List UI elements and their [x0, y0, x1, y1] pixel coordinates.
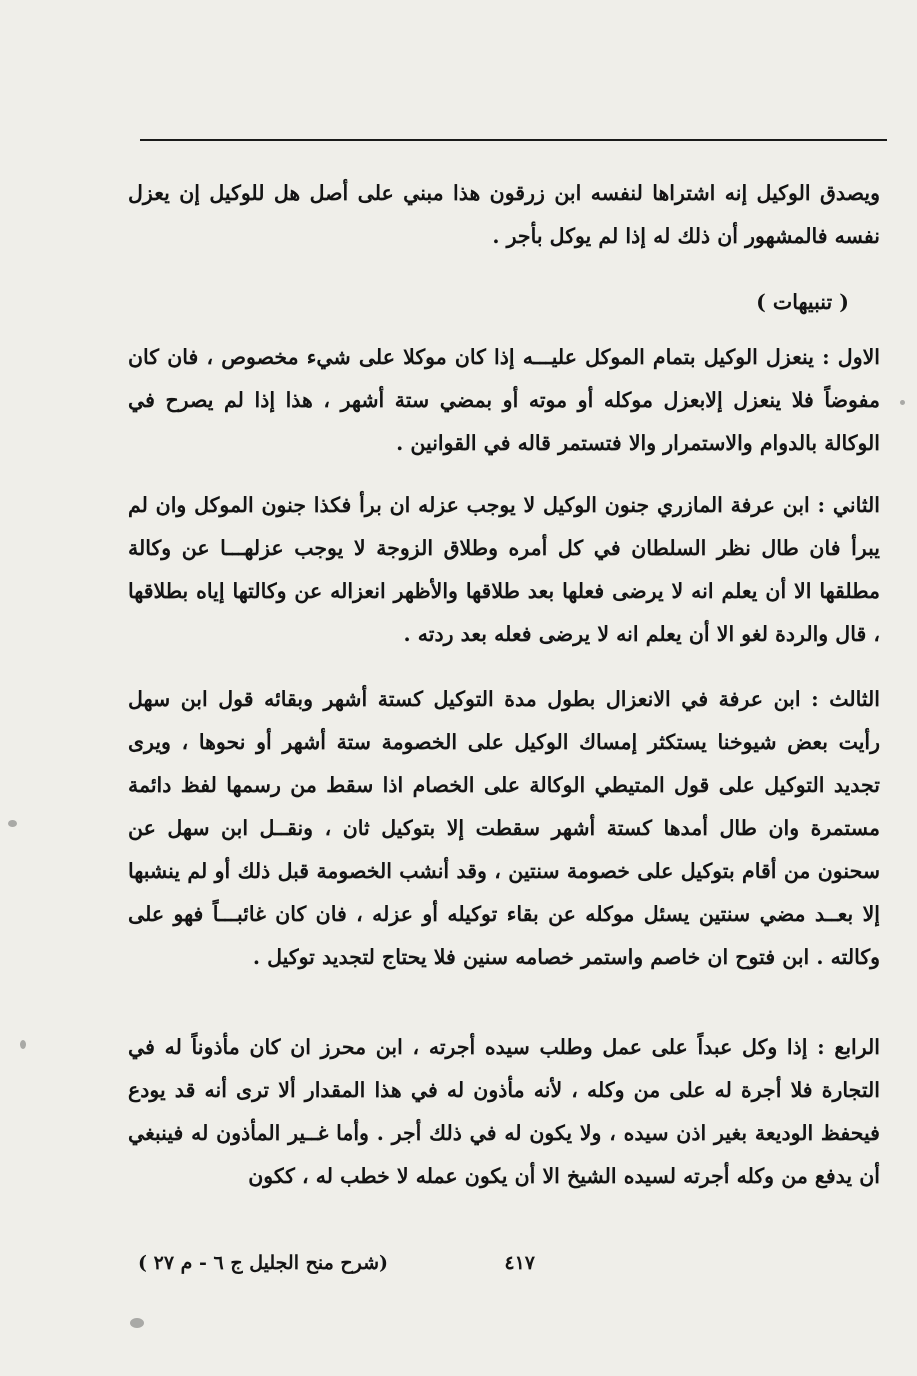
book-reference: (شرح منح الجليل ج ٦ - م ٢٧ ) [138, 1252, 389, 1274]
text-block-3 [128, 678, 880, 979]
scan-speck [130, 1318, 144, 1328]
scan-speck [900, 400, 905, 405]
scan-speck [20, 1040, 26, 1049]
text-block-0 [128, 172, 880, 258]
scan-speck [8, 820, 17, 827]
page-number: ٤١٧ [504, 1252, 535, 1274]
paragraph-second: الثاني : ابن عرفة المازري جنون الوكيل لا يوجب عزله ان برأ فكذا جنون الموكل وان لم يبرأ فان طال نظر السلطان في كل أمره وطلاق الزوجة لا يوجب عزلهـــا عن وكالة مطلقها الا أن يعلم انه لا يرضى فعلها بعد طلاقها والأظهر انعزاله عن وكالتها إياه بطلاقها ، قال والردة لغو الا أن يعلم انه لا يرضى فعله بعد ردته . [128, 493, 880, 646]
section-heading: ( تنبيهات ) [756, 290, 849, 314]
page-footer [128, 1252, 880, 1286]
text-block-2 [128, 484, 880, 656]
text-block-1 [128, 336, 880, 465]
paragraph-fourth: الرابع : إذا وكل عبداً على عمل وطلب سيده أجرته ، ابن محرز ان كان مأذوناً له في التجارة فلا أجرة له على من وكله ، لأنه مأذون له في هذا المقدار ألا ترى أنه قد يودع فيحفظ الوديعة بغير اذن سيده ، ولا يكون له في ذلك أجر . وأما غــير المأذون له فينبغي أن يدفع من وكله أجرته لسيده الشيخ الا أن يكون عمله لا خطب له ، ككون [128, 1035, 880, 1188]
paragraph-first: الاول : ينعزل الوكيل بتمام الموكل عليـــه إذا كان موكلا على شيء مخصوص ، فان كان مفوضاً فلا ينعزل إلابعزل موكله أو موته أو بمضي ستة أشهر ، هذا إذا لم يصرح في الوكالة بالدوام والاستمرار والا فتستمر قاله في القوانين . [128, 345, 880, 455]
paragraph-continuation: ويصدق الوكيل إنه اشتراها لنفسه ابن زرقون هذا مبني على أصل هل للوكيل إن يعزل نفسه فالمشهور أن ذلك له إذا لم يوكل بأجر . [128, 181, 880, 248]
text-block-4 [128, 1026, 880, 1198]
paragraph-third: الثالث : ابن عرفة في الانعزال بطول مدة التوكيل كستة أشهر وبقائه قول ابن سهل رأيت بعض شيوخنا يستكثر إمساك الوكيل على الخصومة ستة أشهر أو نحوها ، ويرى تجديد التوكيل على قول المتيطي الوكالة على الخصام اذا سقط من رسمها لفظ دائمة مستمرة وان طال أمدها كستة أشهر سقطت إلا بتوكيل ثان ، ونقــل ابن سهل عن سحنون من أقام بتوكيل على خصومة سنتين ، وقد أنشب الخصومة قبل ذلك أو لم ينشبها إلا بعــد مضي سنتين يسئل موكله عن بقاء توكيله أو عزله ، فان كان غائبـــاً فهو على وكالته . ابن فتوح ان خاصم واستمر خصامه سنين فلا يحتاج لتجديد توكيل . [128, 687, 880, 969]
header-rule [140, 139, 887, 141]
